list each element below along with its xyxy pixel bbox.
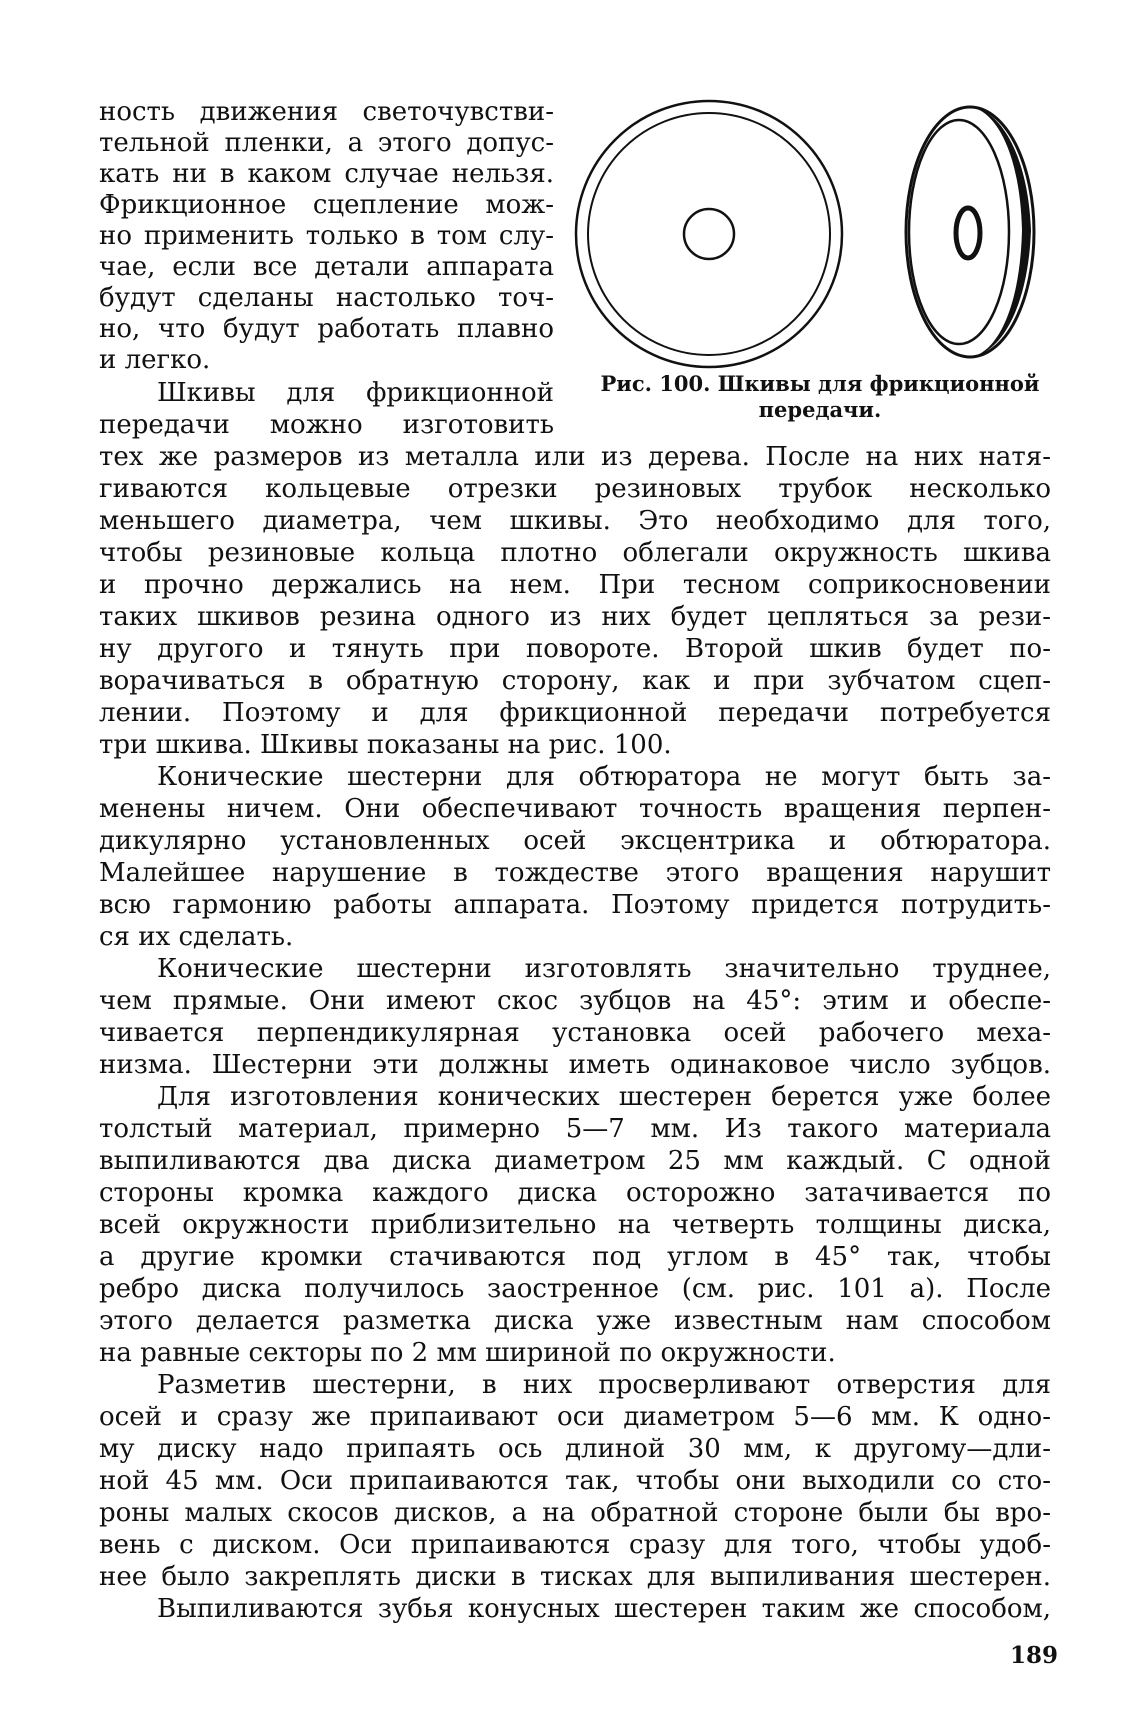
text-line: ну другого и тянуть при повороте. Второй шкив будет по- xyxy=(99,634,1051,664)
text-line: чем прямые. Они имеют скос зубцов на 45°: этим и обеспе- xyxy=(99,986,1051,1016)
text-line: менены ничем. Они обеспечивают точность вращения перпен- xyxy=(99,794,1051,824)
pulleys-figure xyxy=(570,92,1060,374)
text-line: Конические шестерни для обтюратора не могут быть за- xyxy=(157,762,1051,792)
text-line: ность движения светочувстви- xyxy=(99,97,554,127)
figure-caption: Рис. 100. Шкивы для фрикционной xyxy=(600,371,1040,396)
text-line: Шкивы для фрикционной xyxy=(157,378,554,408)
text-line: Фрикционное сцепление мож- xyxy=(99,190,554,220)
text-line: этого делается разметка диска уже известным нам способом xyxy=(99,1306,1051,1336)
text-line: гиваются кольцевые отрезки резиновых трубок несколько xyxy=(99,474,1051,504)
text-line: роны малых скосов дисков, а на обратной стороне были бы вро- xyxy=(99,1498,1051,1528)
text-line: но применить только в том слу- xyxy=(99,221,554,251)
text-line: осей и сразу же припаивают оси диаметром 5—6 мм. К одно- xyxy=(99,1402,1051,1432)
text-line: но, что будут работать плавно xyxy=(99,314,554,344)
text-line: толстый материал, примерно 5—7 мм. Из такого материала xyxy=(99,1114,1051,1144)
text-line: дикулярно установленных осей эксцентрика и обтюратора. xyxy=(99,826,1051,856)
text-line: Для изготовления конических шестерен берется уже более xyxy=(157,1082,1051,1112)
text-line: передачи можно изготовить xyxy=(99,410,554,440)
text-line: три шкива. Шкивы показаны на рис. 100. xyxy=(99,730,672,760)
text-line: нее было закреплять диски в тисках для выпиливания шестерен. xyxy=(99,1562,1051,1592)
text-line: чтобы резиновые кольца плотно облегали окружность шкива xyxy=(99,538,1051,568)
text-line: стороны кромка каждого диска осторожно затачивается по xyxy=(99,1178,1051,1208)
text-line: на равные секторы по 2 мм шириной по окружности. xyxy=(99,1338,836,1368)
text-line: ной 45 мм. Оси припаиваются так, чтобы они выходили со сто- xyxy=(99,1466,1051,1496)
text-line: ребро диска получилось заостренное (см. рис. 101 а). После xyxy=(99,1274,1051,1304)
text-line: всю гармонию работы аппарата. Поэтому придется потрудить- xyxy=(99,890,1051,920)
pulley-front-view xyxy=(576,101,842,367)
text-line: кать ни в каком случае нельзя. xyxy=(99,159,554,189)
text-line: тех же размеров из металла или из дерева. После на них натя- xyxy=(99,442,1051,472)
text-line: и легко. xyxy=(99,345,211,375)
text-line: чае, если все детали аппарата xyxy=(99,252,554,282)
text-line: всей окружности приблизительно на четверть толщины диска, xyxy=(99,1210,1051,1240)
text-line: лении. Поэтому и для фрикционной передачи потребуется xyxy=(99,698,1051,728)
text-line: меньшего диаметра, чем шкивы. Это необходимо для того, xyxy=(99,506,1051,536)
text-line: Выпиливаются зубья конусных шестерен таким же способом, xyxy=(157,1594,1051,1624)
text-line: а другие кромки стачиваются под углом в 45° так, чтобы xyxy=(99,1242,1051,1272)
text-line: таких шкивов резина одного из них будет цепляться за рези- xyxy=(99,602,1051,632)
text-line: низма. Шестерни эти должны иметь одинаковое число зубцов. xyxy=(99,1050,1051,1080)
text-line: чивается перпендикулярная установка осей рабочего меха- xyxy=(99,1018,1051,1048)
pulley-perspective-view xyxy=(906,107,1034,357)
text-line: выпиливаются два диска диаметром 25 мм каждый. С одной xyxy=(99,1146,1051,1176)
text-line: ворачиваться в обратную сторону, как и при зубчатом сцеп- xyxy=(99,666,1051,696)
text-line: Конические шестерни изготовлять значительно труднее, xyxy=(157,954,1051,984)
text-line: вень с диском. Оси припаиваются сразу для того, чтобы удоб- xyxy=(99,1530,1051,1560)
text-line: му диску надо припаять ось длиной 30 мм, к другому—дли- xyxy=(99,1434,1051,1464)
text-line: Разметив шестерни, в них просверливают отверстия для xyxy=(157,1370,1051,1400)
page-number: 189 xyxy=(1010,1642,1059,1669)
text-line: ся их сделать. xyxy=(99,922,294,952)
figure-caption: передачи. xyxy=(758,397,882,422)
text-line: тельной пленки, а этого допус- xyxy=(99,128,554,158)
text-line: Малейшее нарушение в тождестве этого вращения нарушит xyxy=(99,858,1051,888)
text-line: будут сделаны настолько точ- xyxy=(99,283,554,313)
text-line: и прочно держались на нем. При тесном соприкосновении xyxy=(99,570,1051,600)
